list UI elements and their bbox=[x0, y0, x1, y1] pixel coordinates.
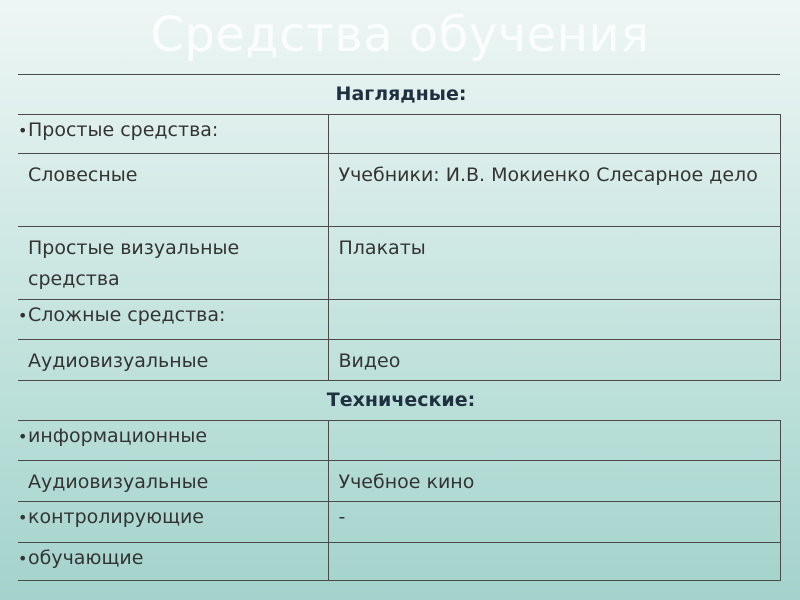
table-row bbox=[18, 154, 780, 227]
row-label-text: Сложные средства: bbox=[28, 304, 226, 326]
bullet-mark: • bbox=[18, 427, 28, 446]
row-value bbox=[328, 300, 780, 340]
row-label bbox=[18, 115, 328, 154]
row-label bbox=[18, 502, 328, 543]
section-header-row bbox=[18, 381, 780, 421]
bullet-mark: • bbox=[18, 508, 28, 527]
row-value: - bbox=[328, 502, 780, 543]
row-value bbox=[328, 115, 780, 154]
row-label-text: Простые средства: bbox=[28, 119, 219, 141]
row-label-text: контролирующие bbox=[28, 506, 205, 528]
table-row bbox=[18, 115, 780, 154]
table-row bbox=[18, 502, 780, 543]
row-label: Простые визуальные средства bbox=[18, 227, 328, 300]
row-value: Видео bbox=[328, 340, 780, 381]
section-heading-technical: Технические: bbox=[18, 381, 780, 421]
row-label bbox=[18, 300, 328, 340]
bullet-mark: • bbox=[18, 121, 28, 140]
row-label-text: информационные bbox=[28, 425, 208, 447]
table-row bbox=[18, 340, 780, 381]
row-label bbox=[18, 421, 328, 461]
row-label: Словесные bbox=[18, 154, 328, 227]
row-value bbox=[328, 543, 780, 581]
section-heading-visual: Наглядные: bbox=[18, 75, 780, 115]
bullet-mark: • bbox=[18, 306, 28, 325]
section-header-row bbox=[18, 75, 780, 115]
row-label bbox=[18, 543, 328, 581]
row-label-text: обучающие bbox=[28, 547, 144, 569]
table-row bbox=[18, 543, 780, 581]
row-label: Аудиовизуальные bbox=[18, 461, 328, 502]
teaching-means-table bbox=[18, 74, 781, 581]
table-row bbox=[18, 421, 780, 461]
row-value: Учебники: И.В. Мокиенко Слесарное дело bbox=[328, 154, 780, 227]
row-value: Плакаты bbox=[328, 227, 780, 300]
row-label: Аудиовизуальные bbox=[18, 340, 328, 381]
row-value: Учебное кино bbox=[328, 461, 780, 502]
bullet-mark: • bbox=[18, 549, 28, 568]
table-row bbox=[18, 227, 780, 300]
table-row bbox=[18, 461, 780, 502]
table-row bbox=[18, 300, 780, 340]
row-value bbox=[328, 421, 780, 461]
slide-title: Средства обучения bbox=[150, 7, 650, 63]
